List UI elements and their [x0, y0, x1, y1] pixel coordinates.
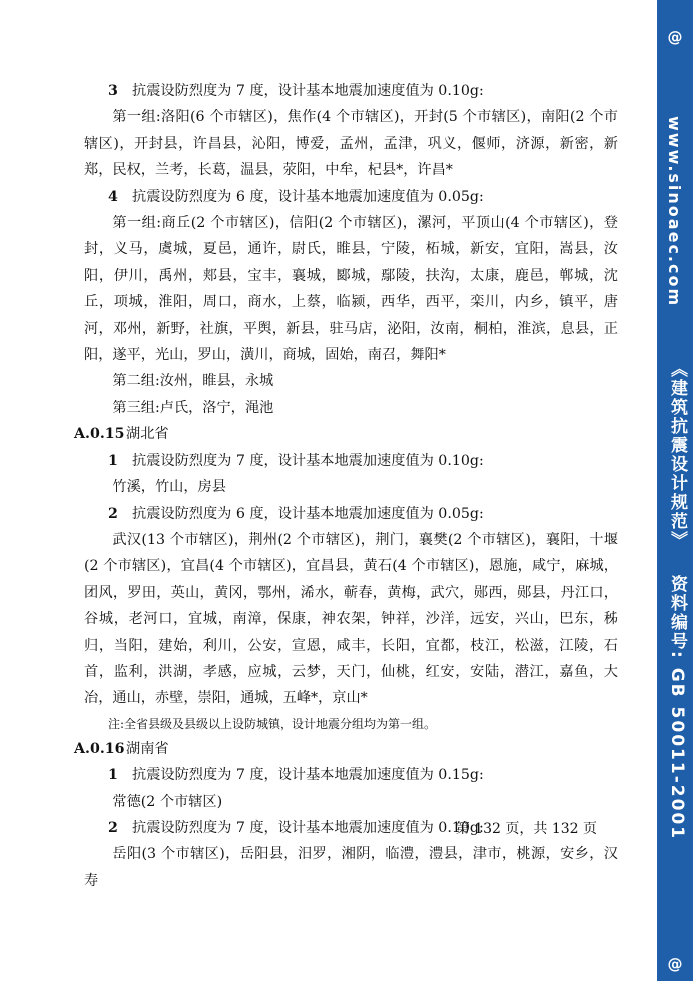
hubei-item-2-list: 武汉(13 个市辖区)，荆州(2 个市辖区)，荆门，襄樊(2 个市辖区)，襄阳，十堰(2 个市辖区)，宜昌(4 个市辖区)，宜昌县，黄石(4 个市辖区)，恩施，咸宁，麻城，团风，罗田，英山，黄冈，鄂州，浠水，蕲春，黄梅，武穴，郧西，郧县，丹江口，谷城，老河口，宜城，南漳，保康，神农架，钟祥，沙洋，远安，兴山，巴东，秭归，当阳，建始，利川，公安，宣恩，咸丰，长阳，宜都，枝江，松滋，江陵，石首，监利，洪湖，孝感，应城，云梦，天门，仙桃，红安，安陆，潜江，嘉鱼，大冶，通山，赤壁，崇阳，通城，五峰*，京山* — [84, 531, 618, 707]
hubei-note: 注:全省县级及县级以上设防城镇，设计地震分组均为第一组。 — [108, 716, 437, 731]
sidebar-book-title: 《建筑抗震设计规范》 — [667, 360, 687, 550]
page-body — [74, 78, 618, 894]
sidebar-url: www.sinoaec.com — [665, 116, 684, 308]
at-sign-mark-bottom: @ — [667, 955, 683, 973]
henan-item-4-group-1: 第一组:商丘(2 个市辖区)，信阳(2 个市辖区)，漯河，平顶山(4 个市辖区)，登封，义马，虞城，夏邑，通许，尉氏，睢县，宁陵，柘城，新安，宜阳，嵩县，汝阳，伊川，禹州，郏县，宝丰，襄城，郾城，鄢陵，扶沟，太康，鹿邑，郸城，沈丘，项城，淮阳，周口，商水，上蔡，临颍，西华，西平，栾川，内乡，镇平，唐河，邓州，新野，社旗，平舆，新县，驻马店，泌阳，汝南，桐柏，淮滨，息县，正阳，遂平，光山，罗山，潢川，商城，固始，南召，舞阳* — [84, 215, 618, 364]
page-footer: 第 132 页，共 132 页 — [455, 821, 597, 837]
at-sign-mark-top: @ — [667, 28, 683, 46]
hunan-item-1-list: 常德(2 个市辖区) — [112, 793, 223, 810]
hubei-item-2-heading: 2 抗震设防烈度为 6 度，设计基本地震加速度值为 0.05g: — [108, 505, 484, 522]
right-sidebar-band — [657, 0, 693, 981]
henan-item-3-heading: 3 抗震设防烈度为 7 度，设计基本地震加速度值为 0.10g: — [108, 83, 484, 99]
sidebar-doc-code: 资料编号: GB 50011-2001 — [667, 575, 687, 841]
hunan-item-1-heading: 1 抗震设防烈度为 7 度，设计基本地震加速度值为 0.15g: — [108, 767, 484, 784]
henan-item-3-group-1: 第一组:洛阳(6 个市辖区)，焦作(4 个市辖区)，开封(5 个市辖区)，南阳(2 个市辖区)，开封县，许昌县，沁阳，博爱，孟州，孟津，巩义，偃师，济源，新密，新郑，民权，兰考，长葛，温县，荥阳，中牟，杞县*，许昌* — [84, 109, 618, 179]
hubei-item-1-list: 竹溪，竹山，房县 — [112, 479, 226, 496]
henan-item-4-group-2: 第二组:汝州，睢县，永城 — [112, 373, 274, 390]
hubei-item-1-heading: 1 抗震设防烈度为 7 度，设计基本地震加速度值为 0.10g: — [108, 452, 484, 469]
henan-item-4-group-3: 第三组:卢氏，洛宁，渑池 — [112, 399, 274, 416]
section-hubei-heading: A.0.15湖北省 — [74, 426, 169, 443]
henan-item-4-heading: 4 抗震设防烈度为 6 度，设计基本地震加速度值为 0.05g: — [108, 188, 484, 205]
hunan-item-2-list: 岳阳(3 个市辖区)，岳阳县，汨罗，湘阴，临澧，澧县，津市，桃源，安乡，汉寿 — [84, 846, 618, 889]
section-hunan-heading: A.0.16湖南省 — [74, 740, 169, 757]
hunan-item-2-heading: 2 抗震设防烈度为 7 度，设计基本地震加速度值为 0.10g: — [108, 819, 484, 836]
